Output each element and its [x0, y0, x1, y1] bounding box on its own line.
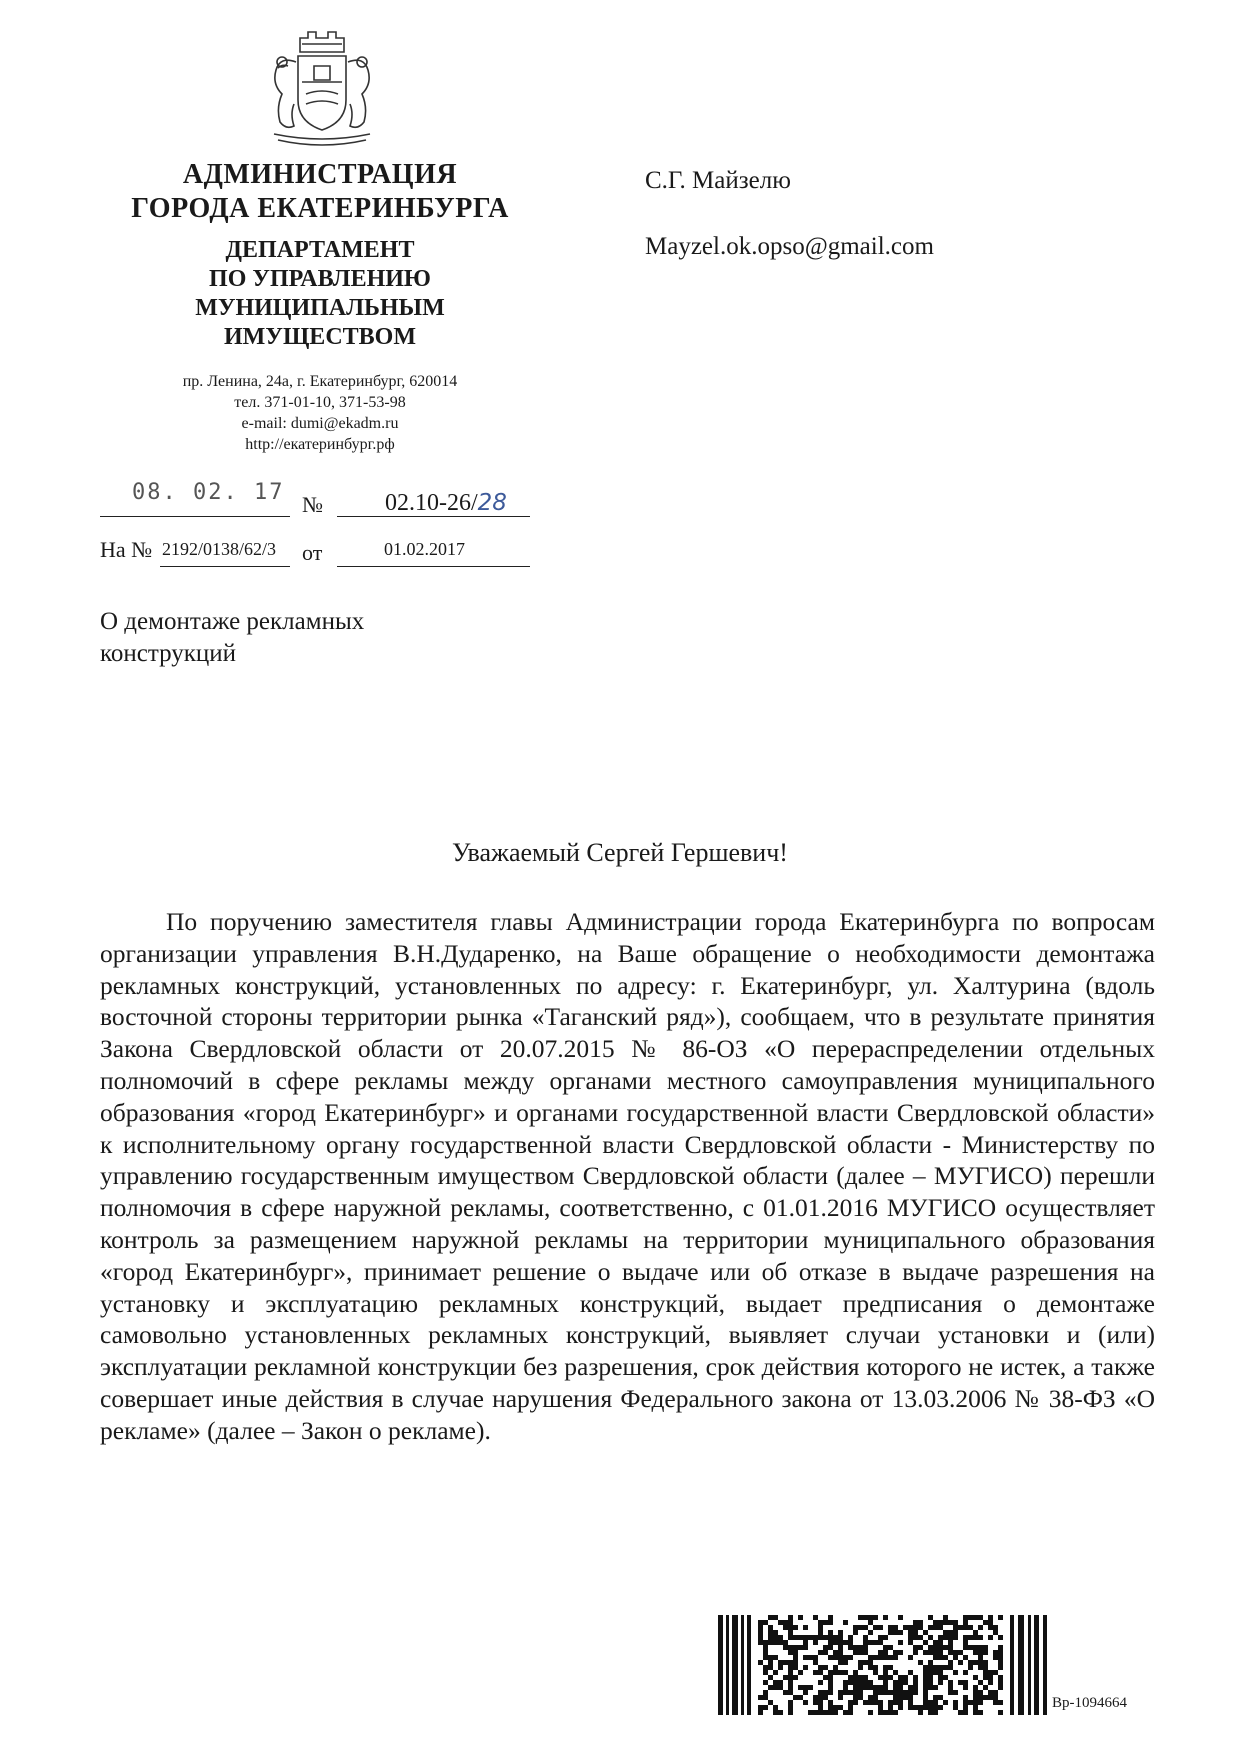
website: http://екатеринбург.рф	[245, 436, 395, 453]
recipient-email: Mayzel.ok.opso@gmail.com	[645, 233, 934, 260]
greeting: Уважаемый Сергей Гершевич!	[452, 838, 788, 867]
address: пр. Ленина, 24а, г. Екатеринбург, 620014	[182, 373, 458, 390]
date-stamp: 08. 02. 17	[132, 480, 285, 505]
ref-number-line	[160, 566, 290, 567]
subject-line1: О демонтаже рекламных	[100, 608, 365, 635]
subject	[100, 606, 364, 670]
barcode-icon	[718, 1615, 1048, 1715]
ref-date: 01.02.2017	[384, 539, 465, 559]
recipient-name: С.Г. Майзелю	[645, 167, 791, 194]
outgoing-number	[385, 490, 507, 517]
date-line	[100, 516, 290, 517]
dept-line2: ПО УПРАВЛЕНИЮ	[209, 266, 431, 292]
phone: тел. 371-01-10, 371-53-98	[234, 394, 406, 411]
org-title-line1: АДМИНИСТРАЦИЯ	[182, 159, 458, 190]
ekaterinburg-coat-of-arms-icon	[262, 22, 382, 154]
dept-line4: ИМУЩЕСТВОМ	[224, 324, 416, 350]
dept-line3: МУНИЦИПАЛЬНЫМ	[195, 295, 445, 321]
dept-line1: ДЕПАРТАМЕНТ	[225, 237, 415, 263]
ref-date-line	[337, 566, 530, 567]
body-paragraph: По поручению заместителя главы Администрации города Екатеринбурга по вопросам организации управления В.Н.Дударенко, на Ваше обращение о необходимости демонтажа рекламных конструкций, установленных по адресу: г. Екатеринбург, ул. Халтурина (вдоль восточной стороны территории рынка «Таганский ряд»), сообщаем, что в результате принятия Закона Свердловской области от 20.07.2015 № 86-ОЗ «О перераспределении отдельных полномочий в сфере рекламы между органами местного самоуправления муниципального образования «город Екатеринбург» и органами государственной власти Свердловской области» к исполнительному органу государственной власти Свердловской области - Министерству по управлению государственным имуществом Свердловской области (далее – МУГИСО) перешли полномочия в сфере наружной рекламы, соответственно, с 01.01.2016 МУГИСО осуществляет контроль за размещением наружной рекламы на территории муниципального образования «город Екатеринбург», принимает решение о выдаче или об отказе в выдаче разрешения на установку и эксплуатацию рекламных конструкций, выдает предписания о демонтаже самовольно установленных рекламных конструкций, выявляет случаи установки и (или) эксплуатации рекламной конструкции без разрешения, срок действия которого не истек, а также совершает иные действия в случае нарушения Федерального закона от 13.03.2006 № 38-ФЗ «О рекламе» (далее – Закон о рекламе).	[100, 907, 1155, 1445]
ref-from: от	[302, 540, 323, 565]
org-title-line2: ГОРОДА ЕКАТЕРИНБУРГА	[131, 193, 509, 224]
ref-prefix: На №	[100, 537, 153, 562]
outgoing-number-printed: 02.10-26/	[385, 490, 478, 516]
number-sign: №	[302, 492, 323, 517]
subject-line2: конструкций	[100, 640, 237, 667]
ref-number: 2192/0138/62/3	[162, 539, 277, 559]
number-line	[337, 516, 530, 517]
email: e-mail: dumi@ekadm.ru	[241, 415, 399, 432]
outgoing-number-handwritten: 28	[477, 490, 507, 516]
barcode-code: Вр-1094664	[1052, 1695, 1127, 1711]
